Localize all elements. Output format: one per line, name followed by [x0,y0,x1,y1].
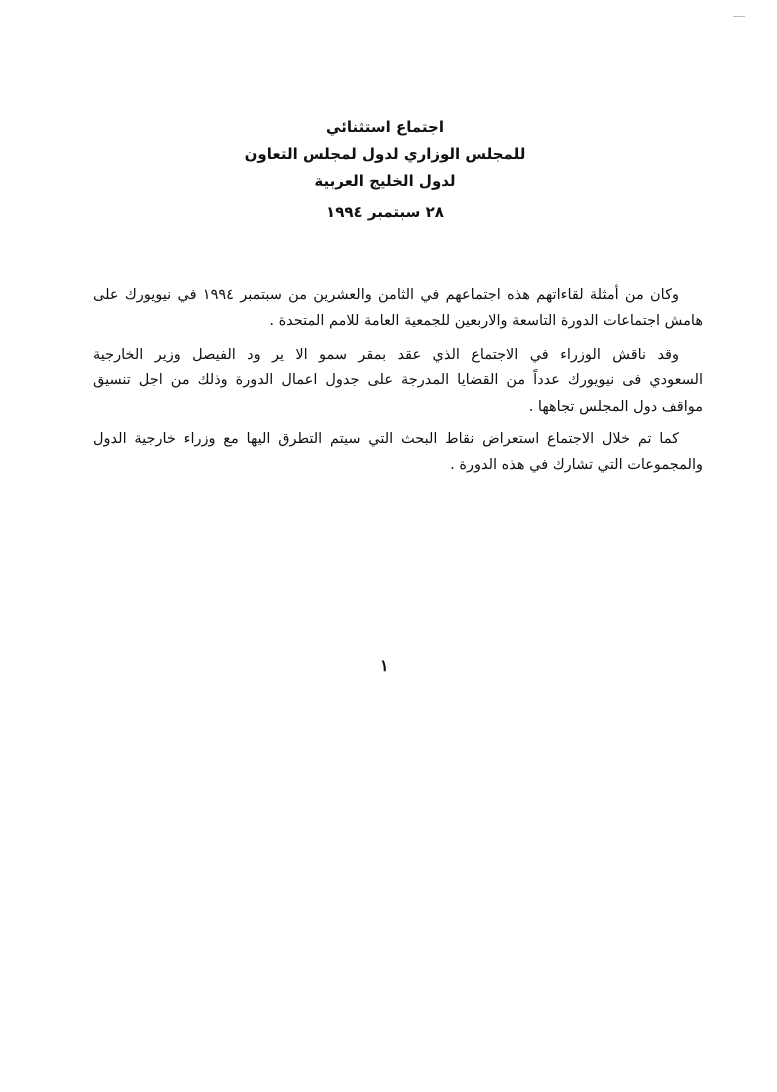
paragraph-1-line-2: هامش اجتماعات الدورة التاسعة والاربعين للجمعية العامة للامم المتحدة . [269,313,703,329]
heading-line-3: لدول الخليج العربية [314,172,456,190]
paragraph-1-line-1: وكان من أمثلة لقاءاتهم هذه اجتماعهم في الثامن والعشرين من سبتمبر ١٩٩٤ في نيويورك على [93,287,679,303]
paragraph-2-line-2: السعودي فى نيويورك عدداً من القضايا المدرجة على جدول اعمال الدورة وذلك من اجل تنسيق [93,372,703,388]
scan-mark [733,16,745,17]
page-number: ١ [380,656,389,675]
heading-line-2: للمجلس الوزاري لدول لمجلس التعاون [244,145,526,163]
paragraph-3-line-2: والمجموعات التي تشارك في هذه الدورة . [450,457,703,473]
paragraph-2-line-1: وقد ناقش الوزراء في الاجتماع الذي عقد بمقر سمو الا ير ود الفيصل وزير الخارجية [93,347,679,363]
heading-line-1: اجتماع استثنائي [326,118,444,136]
heading-date: ٢٨ سبتمبر ١٩٩٤ [326,203,444,221]
paragraph-3-line-1: كما تم خلال الاجتماع استعراض نقاط البحث التي سيتم التطرق اليها مع وزراء خارجية الدول [93,431,679,447]
paragraph-2-line-3: مواقف دول المجلس تجاهها . [528,399,703,415]
